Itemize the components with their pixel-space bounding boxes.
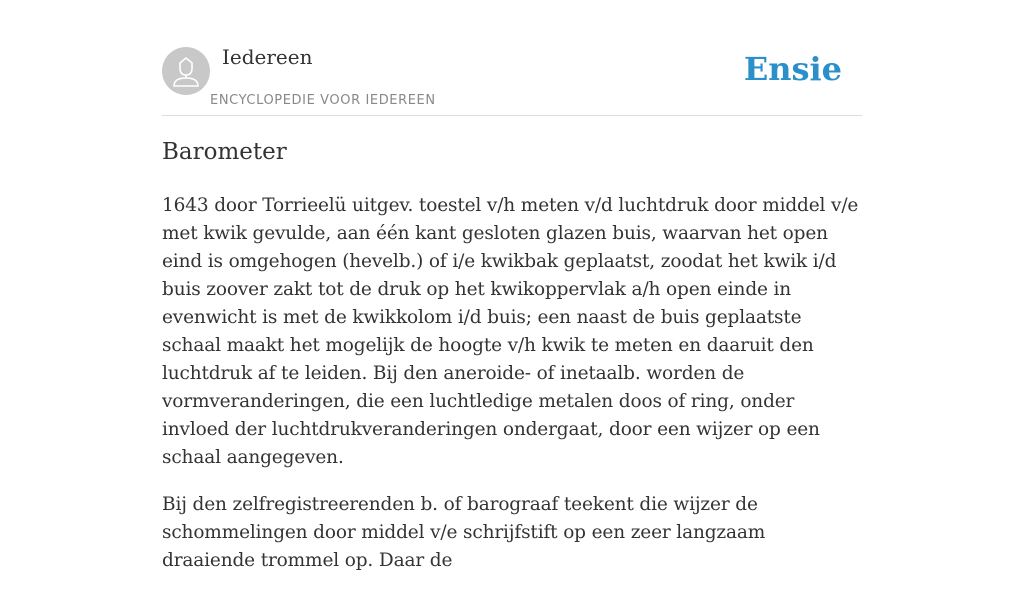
site-name[interactable]: Iedereen (222, 45, 313, 69)
tagline: ENCYCLOPEDIE VOOR IEDEREEN (210, 93, 436, 108)
site-header (162, 0, 862, 116)
article-body (162, 192, 862, 594)
article-paragraph: 1643 door Torrieelü uitgev. toestel v/h meten v/d luchtdruk door middel v/e met kwik gevulde, aan één kant gesloten glazen buis, waarvan het open eind is omgehogen (hevelb.) of i/e kwikbak geplaatst, zoodat het kwik i/d buis zoover zakt tot de druk op het kwikoppervlak a/h open einde in evenwicht is met de kwikkolom i/d buis; een naast de buis geplaatste schaal maakt het mogelijk de hoogte v/h kwik te meten en daaruit den luchtdruk af te leiden. Bij den aneroide- of inetaalb. worden de vormveranderingen, die een luchtledige metalen doos of ring, onder invloed der luchtdrukveranderingen ondergaat, door een wijzer op een schaal aangegeven. (162, 195, 859, 468)
user-icon (162, 47, 210, 95)
page-title: Barometer (162, 139, 287, 165)
article-paragraph: Bij den zelfregistreerenden b. of barograaf teekent die wijzer de schommelingen door middel v/e schrijfstift op een zeer langzaam draaiende trommel op. Daar de (162, 494, 766, 571)
avatar[interactable] (162, 47, 210, 95)
brand-logo[interactable]: Ensie (743, 50, 842, 88)
page (162, 0, 862, 571)
